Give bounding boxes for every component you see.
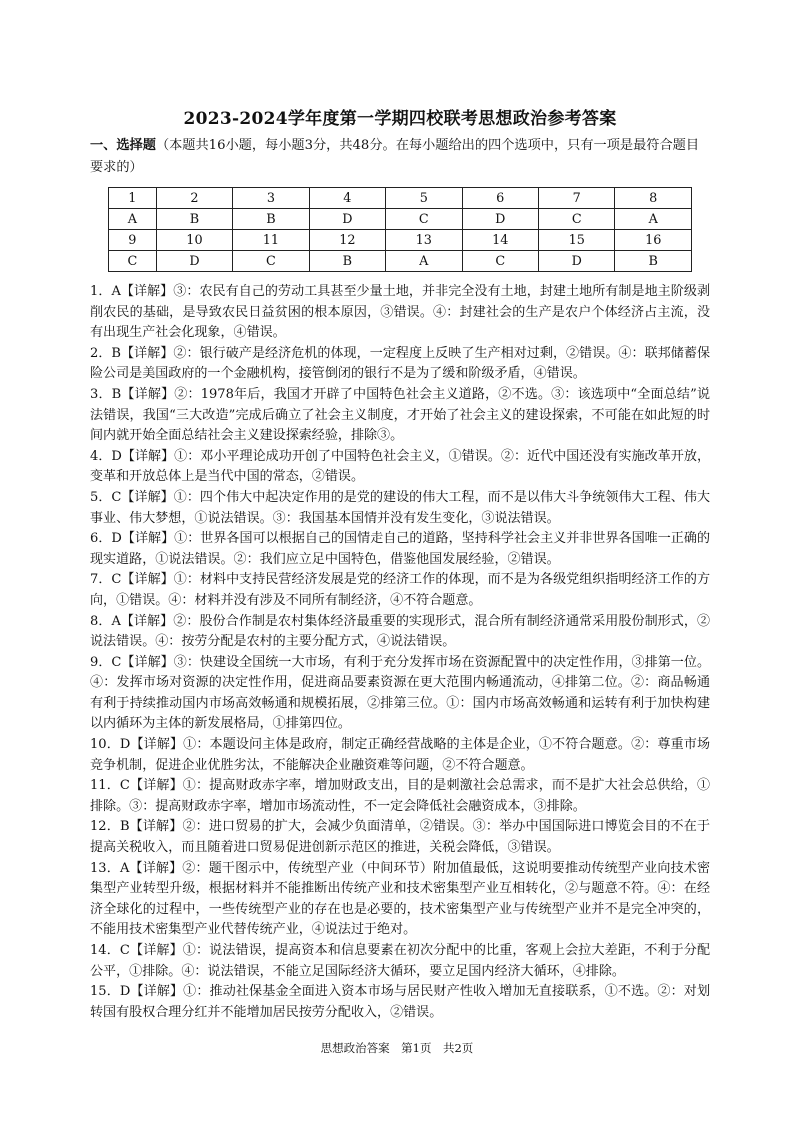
question-number-cell: 13 [386, 230, 462, 251]
question-number-cell: 5 [386, 188, 462, 209]
answer-cell: B [156, 209, 232, 230]
answer-cell: D [462, 209, 538, 230]
answer-cell: D [309, 209, 385, 230]
explanation-item: 10．D【详解】①：本题设问主体是政府，制定正确经营战略的主体是企业，①不符合题意。②：尊重市场竞争机制，促进企业优胜劣汰，不能解决企业融资难等问题，②不符合题意。 [90, 737, 710, 773]
question-number-cell: 16 [615, 230, 692, 251]
question-number-cell: 12 [309, 230, 385, 251]
answer-cell: B [309, 251, 385, 272]
table-row [109, 230, 692, 251]
answer-cell: A [109, 209, 157, 230]
explanation-item: 8．A【详解】②：股份合作制是农村集体经济最重要的实现形式，混合所有制经济通常采用股份制形式，②说法错误。④：按劳分配是农村的主要分配方式，④说法错误。 [90, 613, 710, 650]
explanation-item: 11．C【详解】①：提高财政赤字率，增加财政支出，目的是刺激社会总需求，而不是扩大社会总供给，①排除。③：提高财政赤字率，增加市场流动性，不一定会降低社会融资成本，③排除。 [90, 778, 710, 814]
answer-cell: C [386, 209, 462, 230]
explanation-item: 3．B【详解】②：1978年后，我国才开辟了中国特色社会主义道路，②不选。③：该选项中“全面总结”说法错误，我国“三大改造”完成后确立了社会主义制度，才开始了社会主义的建设探索，不可能在如此短的时间内就开始全面总结社会主义建设探索经验，排除③。 [90, 386, 710, 444]
answer-cell: B [233, 209, 309, 230]
page-footer: 思想政治答案 第1页 共2页 [320, 1041, 474, 1055]
question-number-cell: 4 [309, 188, 385, 209]
question-number-cell: 1 [109, 188, 157, 209]
explanation-item: 12．B【详解】②：进口贸易的扩大，会减少负面清单，②错误。③：举办中国国际进口博览会目的不在于提高关税收入，而且随着进口贸易促进创新示范区的推进，关税会降低，③错误。 [90, 819, 710, 856]
answer-cell: C [109, 251, 157, 272]
section-intro [90, 135, 710, 179]
question-number-cell: 8 [615, 188, 692, 209]
table-row [109, 188, 692, 209]
question-number-cell: 7 [538, 188, 614, 209]
question-number-cell: 10 [156, 230, 232, 251]
explanation-item: 5．C【详解】①：四个伟大中起决定作用的是党的建设的伟大工程，而不是以伟大斗争统领伟大工程、伟大事业、伟大梦想，①说法错误。③：我国基本国情并没有发生变化，③说法错误。 [90, 489, 710, 526]
answer-page [90, 100, 710, 1023]
section-note: （本题共16小题，每小题3分，共48分。在每小题给出的四个选项中，只有一项是最符合题目要求的） [90, 138, 700, 175]
page-title: 2023-2024学年度第一学期四校联考思想政治参考答案 [183, 109, 617, 129]
explanation-item: 13．A【详解】②：题干图示中，传统型产业（中间环节）附加值最低，这说明要推动传统型产业向技术密集型产业转型升级，根据材料并不能推断出传统产业和技术密集型产业互相转化，②与题意不符。④：在经济全球化的过程中，一些传统型产业的存在也是必要的，技术密集型产业与传统型产业并不是完全冲突的，不能用技术密集型产业代替传统产业，④说法过于绝对。 [90, 860, 710, 938]
explanation-item: 1．A【详解】③：农民有自己的劳动工具甚至少量土地，并非完全没有土地，封建土地所有制是地主阶级剥削农民的基础，是导致农民日益贫困的根本原因，③错误。④：封建社会的生产是农户个体经济占主流，没有出现生产社会化现象，④错误。 [90, 284, 710, 341]
answer-cell: D [538, 251, 614, 272]
question-number-cell: 2 [156, 188, 232, 209]
answer-cell: B [615, 251, 692, 272]
section-heading: 一、选择题 [90, 138, 156, 153]
question-number-cell: 3 [233, 188, 309, 209]
explanation-item: 6．D【详解】①：世界各国可以根据自己的国情走自己的道路，坚持科学社会主义并非世界各国唯一正确的现实道路，①说法错误。②：我们应立足中国特色，借鉴他国发展经验，②错误。 [90, 531, 710, 567]
explanation-item: 15．D【详解】①：推动社保基金全面进入资本市场与居民财产性收入增加无直接联系，①不选。②：对划转国有股权合理分红并不能增加居民按劳分配收入，②错误。 [90, 984, 710, 1020]
question-number-cell: 15 [538, 230, 614, 251]
explanation-list [90, 282, 710, 1023]
question-number-cell: 11 [233, 230, 309, 251]
explanation-item: 4．D【详解】①：邓小平理论成功开创了中国特色社会主义，①错误。②：近代中国还没有实施改革开放，变革和开放总体上是当代中国的常态，②错误。 [90, 448, 710, 485]
answer-table [108, 187, 692, 272]
answer-cell: C [538, 209, 614, 230]
question-number-cell: 6 [462, 188, 538, 209]
explanation-item: 9．C【详解】③：快建设全国统一大市场，有利于充分发挥市场在资源配置中的决定性作用，③排第一位。④：发挥市场对资源的决定性作用，促进商品要素资源在更大范围内畅通流动，④排第二位。②：商品畅通有利于持续推动国内市场高效畅通和规模拓展，②排第三位。①：国内市场高效畅通和运转有利于加快构建以内循环为主体的新发展格局，①排第四位。 [90, 654, 710, 732]
answer-cell: A [615, 209, 692, 230]
answer-cell: C [233, 251, 309, 272]
question-number-cell: 9 [109, 230, 157, 251]
answer-cell: C [462, 251, 538, 272]
answer-cell: D [156, 251, 232, 272]
explanation-item: 2．B【详解】②：银行破产是经济危机的体现，一定程度上反映了生产相对过剩，②错误。④：联邦储蓄保险公司是美国政府的一个金融机构，接管倒闭的银行不是为了缓和阶级矛盾，④错误。 [90, 345, 710, 382]
table-row [109, 209, 692, 230]
explanation-item: 14．C【详解】①：说法错误，提高资本和信息要素在初次分配中的比重，客观上会拉大差距，不利于分配公平，①排除。④：说法错误，不能立足国际经济大循环，要立足国内经济大循环，④排除。 [90, 943, 710, 979]
explanation-item: 7．C【详解】①：材料中支持民营经济发展是党的经济工作的体现，而不是为各级党组织指明经济工作的方向，①错误。④：材料并没有涉及不同所有制经济，④不符合题意。 [90, 572, 710, 608]
question-number-cell: 14 [462, 230, 538, 251]
answer-cell: A [386, 251, 462, 272]
table-row [109, 251, 692, 272]
